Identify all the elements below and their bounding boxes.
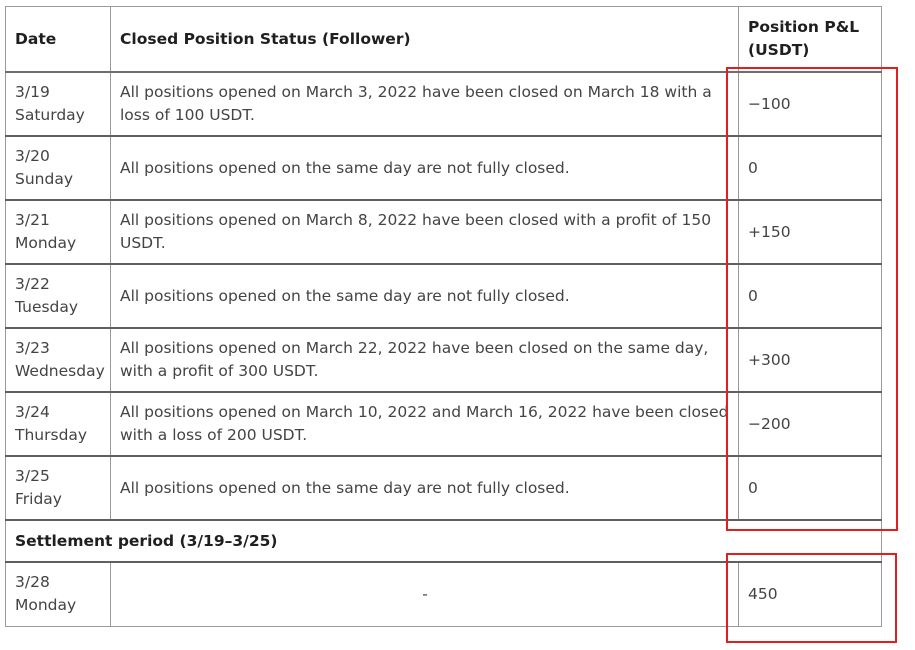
date-cell bbox=[6, 200, 111, 264]
weekday-value: Tuesday bbox=[15, 298, 79, 316]
total-pnl-cell: 450 bbox=[739, 562, 882, 626]
date-value: 3/25 bbox=[15, 467, 50, 485]
date-cell bbox=[6, 72, 111, 136]
header-pnl: Position P&L (USDT) bbox=[739, 7, 882, 73]
weekday-value: Monday bbox=[15, 234, 77, 252]
pnl-table bbox=[5, 6, 882, 627]
date-value: 3/23 bbox=[15, 339, 50, 357]
table-row bbox=[6, 136, 882, 200]
pnl-cell: −100 bbox=[739, 72, 882, 136]
pnl-cell: +300 bbox=[739, 328, 882, 392]
pnl-cell: +150 bbox=[739, 200, 882, 264]
table-row bbox=[6, 72, 882, 136]
date-value: 3/20 bbox=[15, 147, 50, 165]
settlement-result-row bbox=[6, 562, 882, 626]
pnl-cell: 0 bbox=[739, 136, 882, 200]
table-row bbox=[6, 456, 882, 520]
table-row bbox=[6, 392, 882, 456]
pnl-cell: −200 bbox=[739, 392, 882, 456]
date-cell bbox=[6, 264, 111, 328]
pnl-cell: 0 bbox=[739, 264, 882, 328]
date-cell bbox=[6, 136, 111, 200]
header-date: Date bbox=[6, 7, 111, 73]
status-cell: All positions opened on March 3, 2022 have been closed on March 18 with a loss of 100 USDT. bbox=[111, 72, 739, 136]
table-row bbox=[6, 200, 882, 264]
status-cell: All positions opened on the same day are not fully closed. bbox=[111, 136, 739, 200]
date-value: 3/22 bbox=[15, 275, 50, 293]
pnl-table-container bbox=[5, 6, 881, 634]
date-value: 3/21 bbox=[15, 211, 50, 229]
status-cell: All positions opened on the same day are not fully closed. bbox=[111, 456, 739, 520]
status-cell: - bbox=[111, 562, 739, 626]
date-value: 3/24 bbox=[15, 403, 50, 421]
status-cell: All positions opened on March 8, 2022 have been closed with a profit of 150 USDT. bbox=[111, 200, 739, 264]
weekday-value: Thursday bbox=[15, 426, 88, 444]
weekday-value: Monday bbox=[15, 596, 77, 615]
date-cell bbox=[6, 562, 111, 626]
settlement-period-label: Settlement period (3/19–3/25) bbox=[6, 520, 882, 562]
table-row bbox=[6, 328, 882, 392]
table-header-row bbox=[6, 7, 882, 73]
date-value: 3/28 bbox=[15, 573, 50, 592]
date-cell bbox=[6, 328, 111, 392]
header-status: Closed Position Status (Follower) bbox=[111, 7, 739, 73]
date-value: 3/19 bbox=[15, 83, 50, 101]
weekday-value: Saturday bbox=[15, 106, 85, 124]
weekday-value: Sunday bbox=[15, 170, 73, 188]
status-cell: All positions opened on the same day are not fully closed. bbox=[111, 264, 739, 328]
table-row bbox=[6, 264, 882, 328]
date-cell bbox=[6, 392, 111, 456]
settlement-period-row bbox=[6, 520, 882, 562]
weekday-value: Friday bbox=[15, 490, 62, 508]
status-cell: All positions opened on March 10, 2022 and March 16, 2022 have been closed with a loss of 200 USDT. bbox=[111, 392, 739, 456]
pnl-cell: 0 bbox=[739, 456, 882, 520]
date-cell bbox=[6, 456, 111, 520]
weekday-value: Wednesday bbox=[15, 362, 105, 380]
status-cell: All positions opened on March 22, 2022 have been closed on the same day, with a profit of 300 USDT. bbox=[111, 328, 739, 392]
